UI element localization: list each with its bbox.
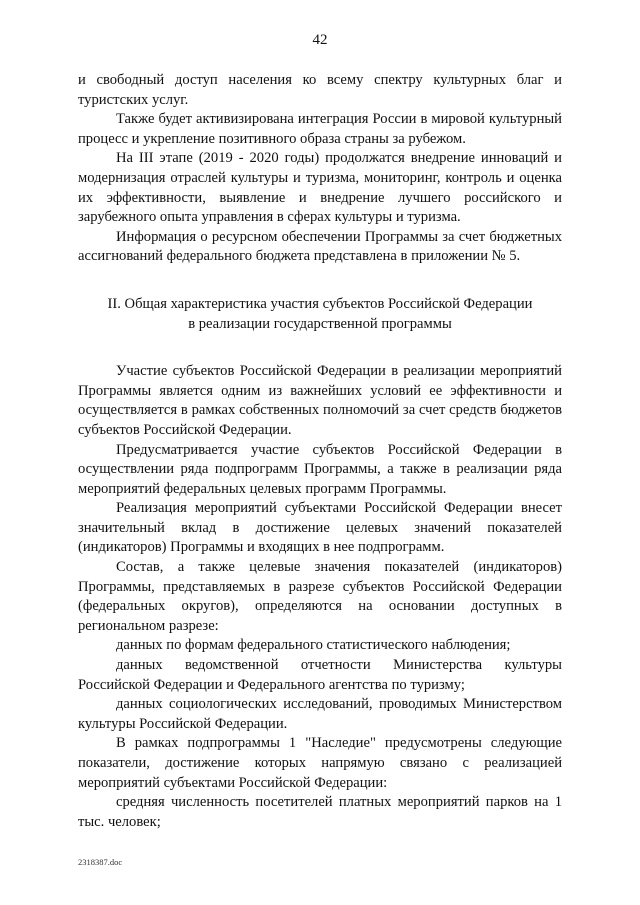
document-file-reference: 2318387.doc (78, 857, 123, 867)
list-item: данных социологических исследований, проводимых Министерством культуры Российской Федерации. (78, 696, 562, 732)
paragraph: На III этапе (2019 - 2020 годы) продолжатся внедрение инноваций и модернизация отраслей культуры и туризма, мониторинг, контроль и оценка их эффективности, выявление и внедрение лучшего российского и зарубежного опыта управления в сферах культуры и туризма. (78, 150, 562, 226)
paragraph: В рамках подпрограммы 1 "Наследие" предусмотрены следующие показатели, достижение которых напрямую связано с реализацией мероприятий субъектами Российской Федерации: (78, 735, 562, 791)
document-body (78, 71, 562, 832)
paragraph: Состав, а также целевые значения показателей (индикаторов) Программы, представляемых в разрезе субъектов Российской Федерации (федеральных округов), определяются на основании доступных в региональном разрезе: (78, 559, 562, 634)
list-item: данных по формам федерального статистического наблюдения; (116, 637, 511, 654)
paragraph: Реализация мероприятий субъектами Российской Федерации внесет значительный вклад в достижение целевых значений показателей (индикаторов) Программы и входящих в нее подпрограмм. (78, 500, 562, 556)
page-number: 42 (312, 32, 328, 48)
paragraph: и свободный доступ населения ко всему спектру культурных благ и туристских услуг. (78, 72, 562, 108)
section-heading (78, 295, 562, 334)
section-heading-line: II. Общая характеристика участия субъектов Российской Федерации (107, 295, 533, 312)
list-item: данных ведомственной отчетности Министерства культуры Российской Федерации и Федерального агентства по туризму; (78, 657, 562, 693)
paragraph: Информация о ресурсном обеспечении Программы за счет бюджетных ассигнований федерального бюджета представлена в приложении № 5. (78, 228, 562, 265)
section-heading-line: в реализации государственной программы (188, 315, 452, 332)
paragraph: Участие субъектов Российской Федерации в реализации мероприятий Программы является одним из важнейших условий ее эффективности и осуществляется в рамках собственных полномочий за счет средств бюджетов субъектов Российской Федерации. (78, 363, 562, 438)
paragraph: Предусматривается участие субъектов Российской Федерации в осуществлении ряда подпрограмм Программы, а также в реализации ряда мероприятий федеральных целевых программ Программы. (78, 441, 562, 497)
list-item: средняя численность посетителей платных мероприятий парков на 1 тыс. человек; (78, 794, 562, 830)
paragraph: Также будет активизирована интеграция России в мировой культурный процесс и укрепление позитивного образа страны за рубежом. (78, 111, 562, 147)
